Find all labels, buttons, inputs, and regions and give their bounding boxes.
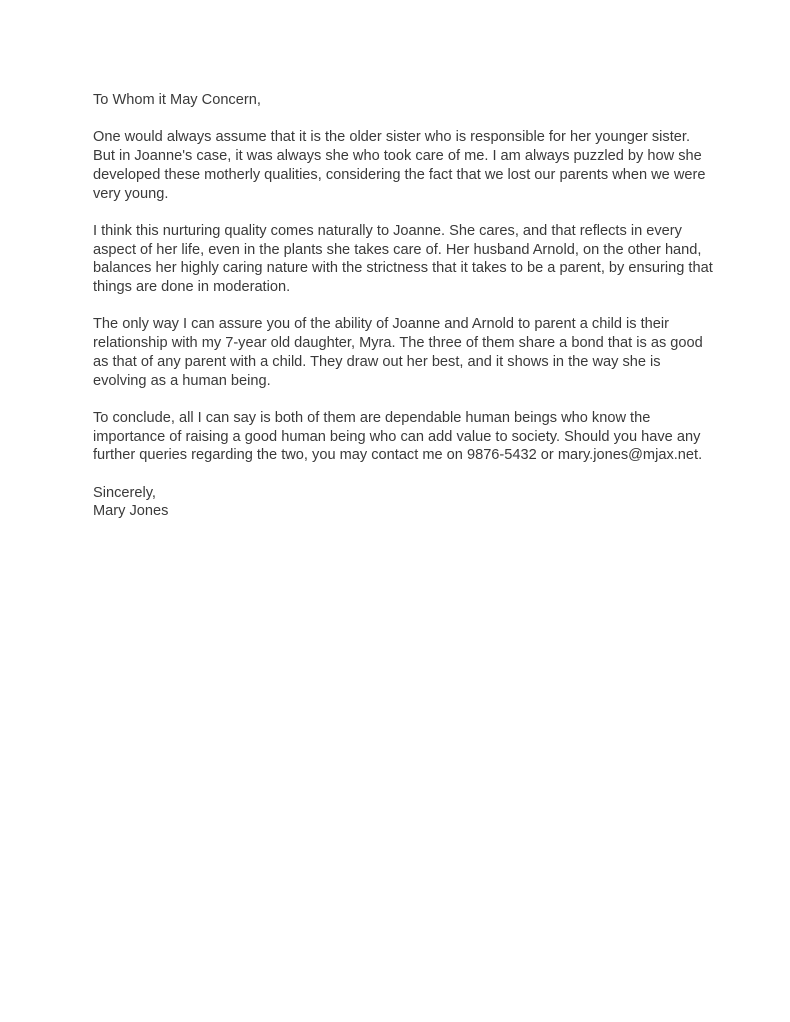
text-line: relationship with my 7-year old daughter, Myra. The three of them share a bond that is as good <box>93 335 703 352</box>
salutation <box>93 91 733 110</box>
text-line: evolving as a human being. <box>93 372 271 389</box>
text-line: The only way I can assure you of the ability of Joanne and Arnold to parent a child is their <box>93 316 669 333</box>
letter-page <box>93 91 733 540</box>
text-line: very young. <box>93 185 169 202</box>
closing: Sincerely, <box>93 484 156 501</box>
paragraph-1 <box>93 128 733 203</box>
text-line: aspect of her life, even in the plants she takes care of. Her husband Arnold, on the other hand, <box>93 241 702 258</box>
text-line: I think this nurturing quality comes naturally to Joanne. She cares, and that reflects in every <box>93 222 682 239</box>
sign-off <box>93 484 733 521</box>
text-line: To conclude, all I can say is both of them are dependable human beings who know the <box>93 409 651 426</box>
text-line: One would always assume that it is the older sister who is responsible for her younger sister. <box>93 129 691 146</box>
text-line: developed these motherly qualities, considering the fact that we lost our parents when we were <box>93 166 706 183</box>
text-line: But in Joanne's case, it was always she who took care of me. I am always puzzled by how she <box>93 148 702 165</box>
paragraph-3 <box>93 315 733 390</box>
paragraph-2 <box>93 222 733 297</box>
signature: Mary Jones <box>93 503 169 520</box>
text-line: things are done in moderation. <box>93 279 291 295</box>
text-line: further queries regarding the two, you may contact me on 9876-5432 or mary.jones@mjax.net. <box>93 447 703 464</box>
text-line: as that of any parent with a child. They draw out her best, and it shows in the way she is <box>93 353 661 370</box>
salutation-text: To Whom it May Concern, <box>93 92 261 108</box>
text-line: balances her highly caring nature with the strictness that it takes to be a parent, by ensuring that <box>93 260 713 277</box>
text-line: importance of raising a good human being who can add value to society. Should you have any <box>93 428 701 445</box>
paragraph-4 <box>93 409 733 465</box>
